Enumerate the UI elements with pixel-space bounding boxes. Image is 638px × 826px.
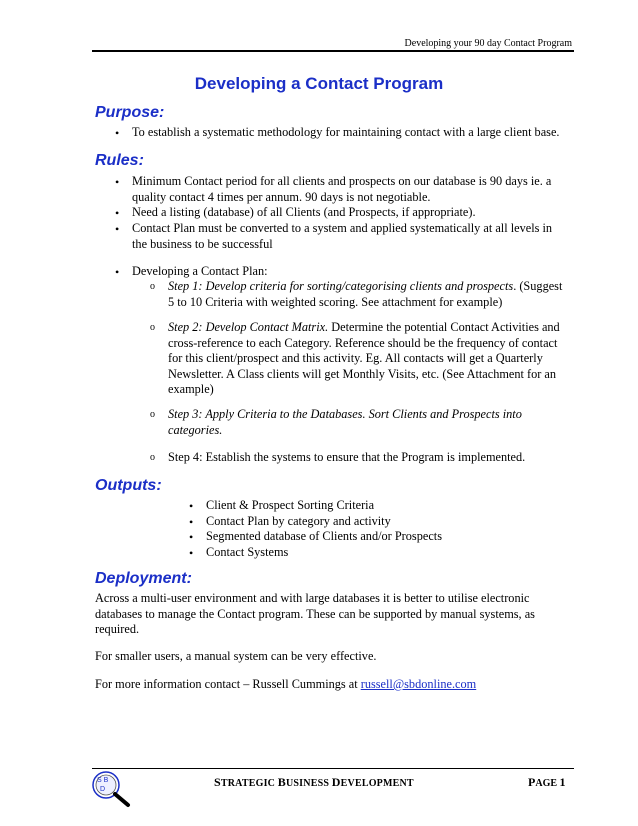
rule-item: Minimum Contact period for all clients and prospects on our database is 90 days ie. a quality contact 4 times per annum. 90 days is not negotiable.	[132, 174, 552, 204]
purpose-heading: Purpose:	[95, 104, 165, 121]
circle-bullet-icon: o	[150, 452, 155, 463]
deployment-paragraph: For smaller users, a manual system can be very effective.	[95, 649, 377, 663]
bullet-dot: •	[189, 546, 194, 560]
bullet-dot: •	[115, 222, 120, 236]
circle-bullet-icon: o	[150, 409, 155, 420]
step-4: Step 4: Establish the systems to ensure that the Program is implemented.	[168, 450, 526, 464]
output-item: Contact Systems	[206, 545, 289, 559]
circle-bullet-icon: o	[150, 322, 155, 333]
bullet-dot: •	[115, 206, 120, 220]
output-item: Client & Prospect Sorting Criteria	[206, 498, 375, 512]
output-item: Contact Plan by category and activity	[206, 514, 391, 528]
purpose-text: To establish a systematic methodology for maintaining contact with a large client base.	[132, 125, 560, 139]
rule-item: Contact Plan must be converted to a system and applied systematically at all levels in the business to be successful	[132, 221, 553, 251]
rule-item: Developing a Contact Plan:	[132, 264, 268, 278]
document-title: Developing a Contact Program	[194, 74, 444, 93]
circle-bullet-icon: o	[150, 281, 155, 292]
footer-company: STRATEGIC BUSINESS DEVELOPMENT	[214, 775, 414, 789]
bullet-dot: •	[115, 175, 120, 189]
deployment-paragraph: Across a multi-user environment and with large databases it is better to utilise electronic databases to manage the Contact program. These can be supported by manual systems, as required.	[95, 591, 535, 636]
magnifier-logo-icon	[88, 768, 134, 808]
bullet-dot: •	[115, 126, 120, 140]
rules-heading: Rules:	[95, 152, 144, 169]
header-rule	[92, 50, 574, 52]
bullet-dot: •	[189, 499, 194, 513]
step-1: Step 1: Develop criteria for sorting/categorising clients and prospects. (Suggest 5 to 10 Criteria with weighted scoring. See attachment for example)	[168, 279, 563, 309]
footer-rule	[92, 768, 574, 769]
step-3: Step 3: Apply Criteria to the Databases. Sort Clients and Prospects into categories.	[168, 407, 522, 437]
step-2: Step 2: Develop Contact Matrix. Determine the potential Contact Activities and cross-reference to each Category. Reference should be the frequency of contact for this client/prospect and this activity. Eg. All contacts will get a Quarterly Newsletter. A Class clients will get Monthly Visits, etc. (See Attachment for an example)	[168, 320, 560, 396]
svg-text:S B: S B	[97, 777, 109, 784]
deployment-heading: Deployment:	[95, 570, 192, 587]
email-link[interactable]: russell@sbdonline.com	[360, 677, 477, 691]
contact-line: For more information contact – Russell Cummings at russell@sbdonline.com	[95, 677, 477, 691]
running-header: Developing your 90 day Contact Program	[404, 38, 572, 49]
bullet-dot: •	[115, 265, 120, 279]
bullet-dot: •	[189, 515, 194, 529]
outputs-heading: Outputs:	[95, 477, 162, 494]
bullet-dot: •	[189, 530, 194, 544]
page-number: PAGE 1	[528, 775, 566, 789]
output-item: Segmented database of Clients and/or Prospects	[206, 529, 442, 543]
svg-text:D: D	[100, 786, 106, 793]
rule-item: Need a listing (database) of all Clients (and Prospects, if appropriate).	[132, 205, 476, 219]
